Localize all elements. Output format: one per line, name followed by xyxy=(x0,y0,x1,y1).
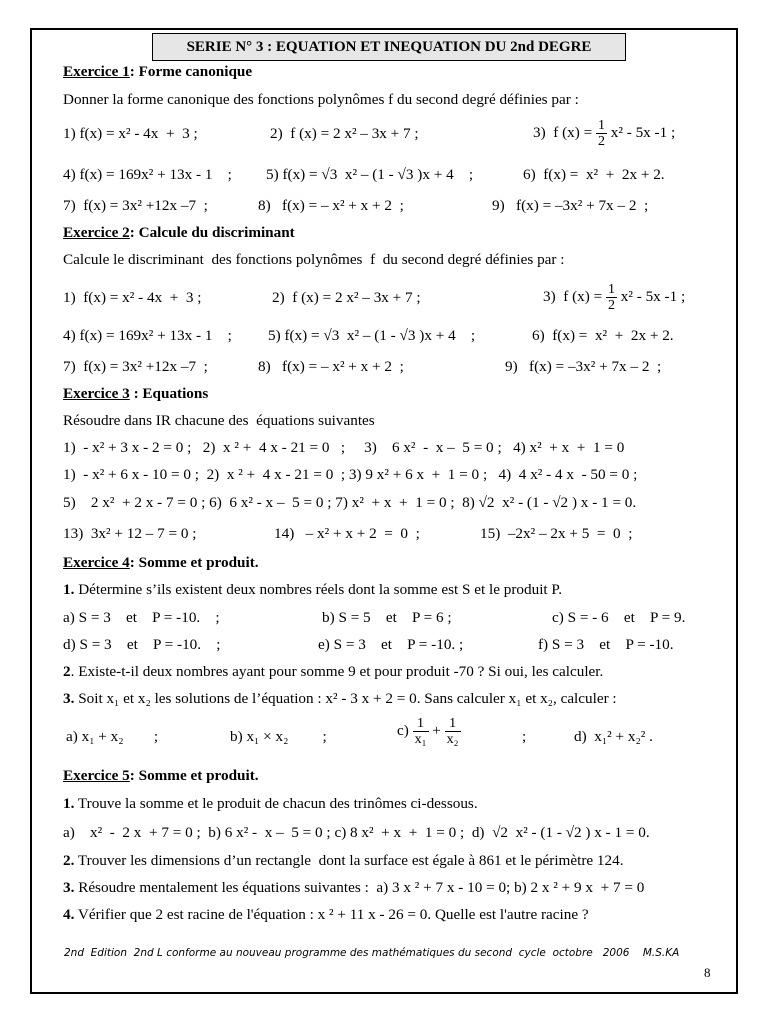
ex1-item-9: 9) f(x) = –3x² + 7x – 2 ; xyxy=(492,197,649,214)
ex1-item-7: 7) f(x) = 3x² +12x –7 ; xyxy=(63,197,208,214)
ex3-line-2: 1) - x² + 6 x - 10 = 0 ; 2) x ² + 4 x - 21 = 0 ; 3) 9 x² + 6 x + 1 = 0 ; 4) 4 x² - 4 x - 50 = 0 ; xyxy=(63,466,638,483)
ex4-item-d: d) S = 3 et P = -10. ; xyxy=(63,636,221,653)
page-footer: 2nd Edition 2nd L conforme au nouveau programme des mathématiques du second cycle octobre 2006 M.S.KA xyxy=(64,947,680,959)
ex5-line-1: a) x² - 2 x + 7 = 0 ; b) 6 x² - x – 5 = 0 ; c) 8 x² + x + 1 = 0 ; d) √2 x² - (1 - √2 ) x - 1 = 0. xyxy=(63,824,650,841)
ex2-item-4: 4) f(x) = 169x² + 13x - 1 ; xyxy=(63,327,232,344)
exercise-2-intro: Calcule le discriminant des fonctions polynômes f du second degré définies par : xyxy=(63,251,565,268)
ex1-item-1: 1) f(x) = x² - 4x + 3 ; xyxy=(63,125,198,142)
ex1-item-6: 6) f(x) = x² + 2x + 2. xyxy=(523,166,665,183)
ex4-item-c: c) S = - 6 et P = 9. xyxy=(552,609,686,626)
ex4-item-e: e) S = 3 et P = -10. ; xyxy=(318,636,464,653)
ex2-item-2: 2) f (x) = 2 x² – 3x + 7 ; xyxy=(272,289,421,306)
ex4-question-3: 3. Soit x₁ et x₂ les solutions de l’équation : x² - 3 x + 2 = 0. Sans calculer x₁ et x₂, calculer : xyxy=(63,690,617,707)
ex5-question-2: 2. Trouver les dimensions d’un rectangle dont la surface est égale à 861 et le périmètre 124. xyxy=(63,852,624,869)
ex5-question-4: 4. Vérifier que 2 est racine de l'équation : x ² + 11 x - 26 = 0. Quelle est l'autre racine ? xyxy=(63,906,589,923)
exercise-3-intro: Résoudre dans IR chacune des équations suivantes xyxy=(63,412,375,429)
ex2-item-7: 7) f(x) = 3x² +12x –7 ; xyxy=(63,358,208,375)
ex2-item-5: 5) f(x) = √3 x² – (1 - √3 )x + 4 ; xyxy=(268,327,476,344)
ex4-calc-b: b) x₁ × x₂ ; xyxy=(230,728,327,745)
exercise-4-heading xyxy=(63,554,259,572)
ex1-item-2: 2) f (x) = 2 x² – 3x + 7 ; xyxy=(270,125,419,142)
exercise-5-heading xyxy=(63,767,259,785)
ex3-line-3: 5) 2 x² + 2 x - 7 = 0 ; 6) 6 x² - x – 5 = 0 ; 7) x² + x + 1 = 0 ; 8) √2 x² - (1 - √2 ) x - 1 = 0. xyxy=(63,494,637,511)
ex4-item-b: b) S = 5 et P = 6 ; xyxy=(322,609,452,626)
ex4-question-1: 1. Détermine s’ils existent deux nombres réels dont la somme est S et le produit P. xyxy=(63,581,562,598)
ex3-line-1: 1) - x² + 3 x - 2 = 0 ; 2) x ² + 4 x - 21 = 0 ; 3) 6 x² - x – 5 = 0 ; 4) x² + x + 1 = 0 xyxy=(63,439,625,456)
ex1-item-8: 8) f(x) = – x² + x + 2 ; xyxy=(258,197,404,214)
exercise-3-number: Exercice 3 xyxy=(63,385,130,402)
ex4-calc-d: d) x₁² + x₂² . xyxy=(574,728,653,745)
page-title: SERIE N° 3 : EQUATION ET INEQUATION DU 2nd DEGRE xyxy=(152,33,626,61)
exercise-2-number: Exercice 2 xyxy=(63,224,130,241)
ex2-item-1: 1) f(x) = x² - 4x + 3 ; xyxy=(63,289,202,306)
ex5-question-3: 3. Résoudre mentalement les équations suivantes : a) 3 x ² + 7 x - 10 = 0; b) 2 x ² + 9 x + 7 = 0 xyxy=(63,879,645,896)
exercise-1-number: Exercice 1 xyxy=(63,63,130,80)
ex1-item-3: 3) f (x) = $\frac{1}{2}$ x² - 5x -1 ; xyxy=(533,118,676,149)
ex2-item-9: 9) f(x) = –3x² + 7x – 2 ; xyxy=(505,358,662,375)
exercise-5-number: Exercice 5 xyxy=(63,767,130,784)
ex1-item-5: 5) f(x) = √3 x² – (1 - √3 )x + 4 ; xyxy=(266,166,474,183)
ex3-item-13: 13) 3x² + 12 – 7 = 0 ; xyxy=(63,525,197,542)
page-number: 8 xyxy=(704,965,711,980)
ex4-item-a: a) S = 3 et P = -10. ; xyxy=(63,609,220,626)
ex4-item-f: f) S = 3 et P = -10. xyxy=(538,636,674,653)
exercise-2-subtitle: : Calcule du discriminant xyxy=(129,224,295,241)
ex3-item-14: 14) – x² + x + 2 = 0 ; xyxy=(274,525,420,542)
ex4-question-2: 2. Existe-t-il deux nombres ayant pour somme 9 et pour produit -70 ? Si oui, les calculer. xyxy=(63,663,604,680)
ex5-question-1: 1. Trouve la somme et le produit de chacun des trinômes ci-dessous. xyxy=(63,795,478,812)
ex3-item-15: 15) –2x² – 2x + 5 = 0 ; xyxy=(480,525,633,542)
ex4-calc-c-sep: ; xyxy=(522,728,527,745)
exercise-1-heading xyxy=(63,63,252,81)
exercise-5-subtitle: : Somme et produit. xyxy=(129,767,259,784)
exercise-1-subtitle: : Forme canonique xyxy=(129,63,253,80)
ex4-calc-a: a) x₁ + x₂ ; xyxy=(66,728,159,745)
ex2-item-6: 6) f(x) = x² + 2x + 2. xyxy=(532,327,674,344)
exercise-1-intro: Donner la forme canonique des fonctions polynômes f du second degré définies par : xyxy=(63,91,579,108)
ex4-calc-c: c) $\frac{1}{\text{x₁}}$ + $\frac{1}{\text{x₂}}$ xyxy=(397,716,459,747)
ex2-item-8: 8) f(x) = – x² + x + 2 ; xyxy=(258,358,404,375)
exercise-2-heading xyxy=(63,224,295,242)
ex1-item-4: 4) f(x) = 169x² + 13x - 1 ; xyxy=(63,166,232,183)
exercise-3-heading xyxy=(63,385,208,403)
ex2-item-3: 3) f (x) = $\frac{1}{2}$ x² - 5x -1 ; xyxy=(543,282,686,313)
exercise-4-subtitle: : Somme et produit. xyxy=(129,554,259,571)
exercise-4-number: Exercice 4 xyxy=(63,554,130,571)
exercise-3-subtitle: : Equations xyxy=(129,385,209,402)
